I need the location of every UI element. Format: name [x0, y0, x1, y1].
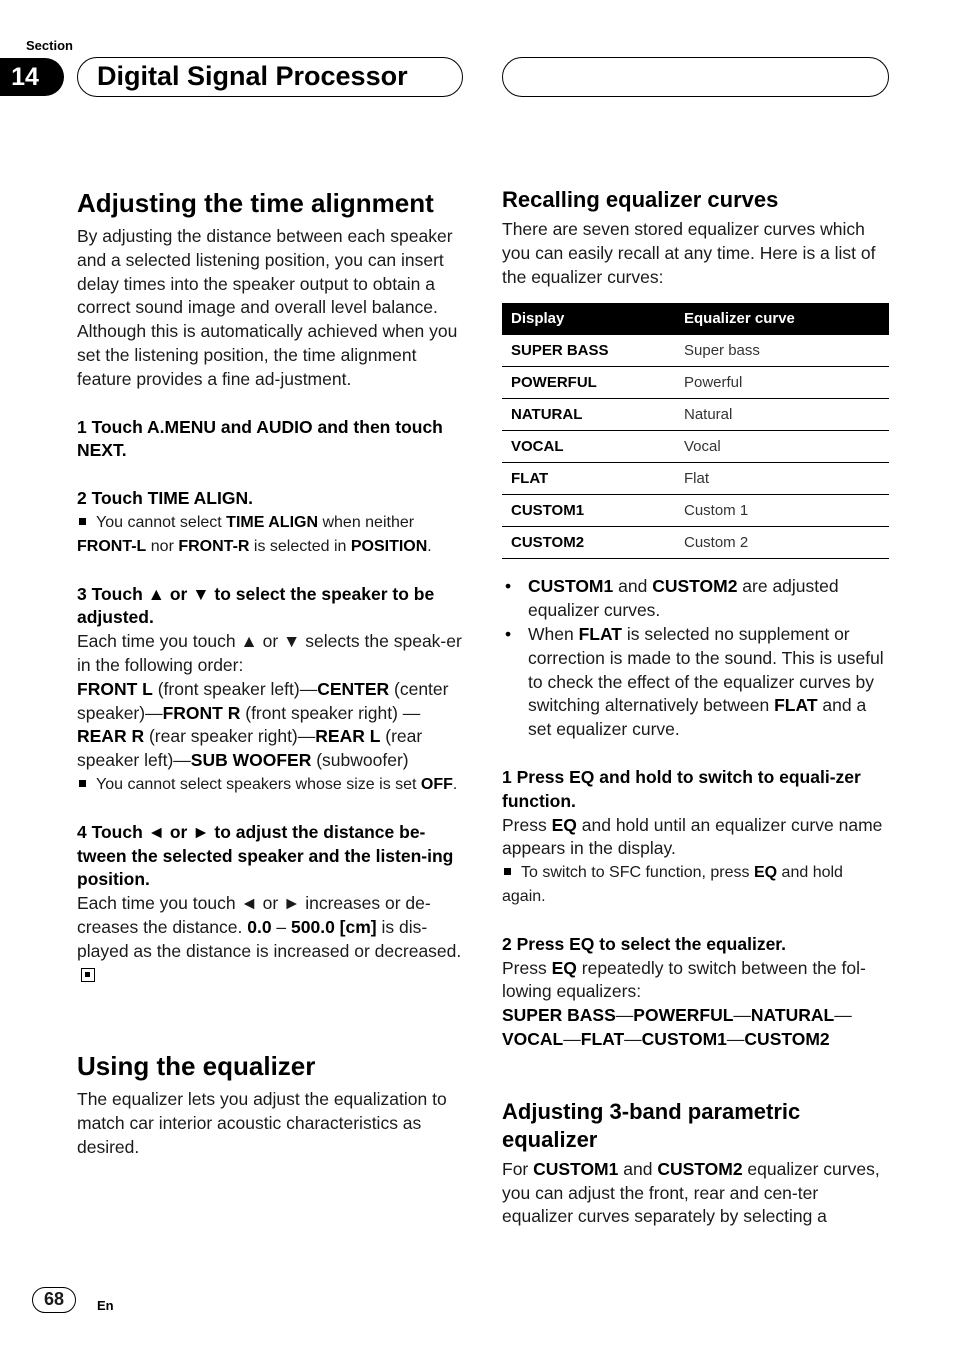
- step-4-heading: 4 Touch ◄ or ► to adjust the distance be-tween the selected speaker and the listen-ing position.: [77, 821, 454, 890]
- speaker-order: FRONT L (front speaker left)—CENTER (center speaker)—FRONT R (front speaker right) —REAR R (rear speaker right)—REAR L (rear speaker left)—SUB WOOFER (subwoofer): [77, 678, 449, 771]
- curve-notes-list: [502, 575, 888, 742]
- page-number: 68: [32, 1287, 76, 1313]
- heading-parametric-equalizer: Adjusting 3-band parametric equalizer: [502, 1098, 801, 1152]
- table-cell-display: CUSTOM1: [502, 495, 675, 527]
- step-2-note: You cannot select TIME ALIGN when neither FRONT-L nor FRONT-R is selected in POSITION.: [77, 513, 432, 555]
- section-number-badge: 14: [0, 58, 64, 96]
- eq-step-2-body: Press EQ repeatedly to switch between the fol-lowing equalizers:: [502, 957, 866, 1002]
- heading-time-alignment: Adjusting the time alignment: [77, 188, 434, 218]
- equalizer-intro: The equalizer lets you adjust the equalization to match car interior acoustic characteristics as desired.: [77, 1089, 447, 1157]
- note-square-icon: [504, 868, 511, 875]
- step-4-body: Each time you touch ◄ or ► increases or de-creases the distance. 0.0 – 500.0 [cm] is dis-played as the distance is increased or decreased.: [77, 892, 463, 987]
- table-cell-curve: Flat: [675, 463, 889, 495]
- table-row: [502, 367, 889, 399]
- table-cell-curve: Super bass: [675, 335, 889, 367]
- list-item: • When FLAT is selected no supplement or correction is made to the sound. This is useful to check the effect of the equalizer curves by switching alternatively between FLAT and a set equalizer curve.: [502, 623, 888, 742]
- table-cell-display: SUPER BASS: [502, 335, 675, 367]
- header-empty-frame: [502, 57, 889, 97]
- equalizer-sequence: SUPER BASS—POWERFUL—NATURAL— VOCAL—FLAT—CUSTOM1—CUSTOM2: [502, 1005, 852, 1049]
- table-cell-display: NATURAL: [502, 399, 675, 431]
- eq-step-1-heading: 1 Press EQ and hold to switch to equali-zer function.: [502, 766, 861, 811]
- table-cell-curve: Custom 1: [675, 495, 889, 527]
- table-cell-display: POWERFUL: [502, 367, 675, 399]
- list-item: • CUSTOM1 and CUSTOM2 are adjusted equalizer curves.: [502, 575, 888, 623]
- language-label: En: [97, 1298, 114, 1313]
- table-cell-display: VOCAL: [502, 431, 675, 463]
- table-header-display: Display: [502, 303, 675, 335]
- eq-step-1-note: To switch to SFC function, press EQ and hold again.: [502, 864, 843, 905]
- step-1-heading: 1 Touch A.MENU and AUDIO and then touch NEXT.: [77, 416, 443, 461]
- equalizer-curve-table: [502, 303, 889, 559]
- table-cell-curve: Vocal: [675, 431, 889, 463]
- table-row: [502, 431, 889, 463]
- left-column: [77, 186, 463, 1160]
- parametric-body: For CUSTOM1 and CUSTOM2 equalizer curves, you can adjust the front, rear and cen-ter equalizer curves separately by selecting a: [502, 1158, 880, 1227]
- step-3-body: Each time you touch ▲ or ▼ selects the speak-er in the following order:: [77, 631, 462, 675]
- eq-step-2-heading: 2 Press EQ to select the equalizer.: [502, 933, 787, 954]
- table-row: [502, 399, 889, 431]
- end-mark-icon: [81, 968, 95, 982]
- table-row: [502, 495, 889, 527]
- table-row: [502, 527, 889, 559]
- section-label: Section: [26, 38, 73, 53]
- table-cell-curve: Custom 2: [675, 527, 889, 559]
- right-column: [502, 186, 888, 1229]
- table-row: [502, 463, 889, 495]
- step-3-heading: 3 Touch ▲ or ▼ to select the speaker to be adjusted.: [77, 583, 435, 628]
- table-cell-display: CUSTOM2: [502, 527, 675, 559]
- table-cell-curve: Natural: [675, 399, 889, 431]
- header-title: Digital Signal Processor: [97, 61, 408, 91]
- step-2-heading: 2 Touch TIME ALIGN.: [77, 488, 253, 509]
- note-square-icon: [79, 780, 86, 787]
- time-alignment-intro: By adjusting the distance between each speaker and a selected listening position, you can insert delay times into the speaker output to obtain a correct sound image and overall level balance. Although this is automatically achieved when you set the listening position, the time alignment feature provides a fine ad-justment.: [77, 226, 458, 389]
- heading-recalling-curves: Recalling equalizer curves: [502, 187, 779, 212]
- table-cell-curve: Powerful: [675, 367, 889, 399]
- table-row: [502, 335, 889, 367]
- note-square-icon: [79, 518, 86, 525]
- recall-intro: There are seven stored equalizer curves which you can easily recall at any time. Here is a list of the equalizer curves:: [502, 219, 876, 287]
- step-3-note: You cannot select speakers whose size is set OFF.: [77, 773, 463, 797]
- table-cell-display: FLAT: [502, 463, 675, 495]
- table-header-curve: Equalizer curve: [675, 303, 889, 335]
- table-header-row: [502, 303, 889, 335]
- heading-using-equalizer: Using the equalizer: [77, 1051, 316, 1082]
- eq-step-1-body: Press EQ and hold until an equalizer curve name appears in the display.: [502, 814, 883, 859]
